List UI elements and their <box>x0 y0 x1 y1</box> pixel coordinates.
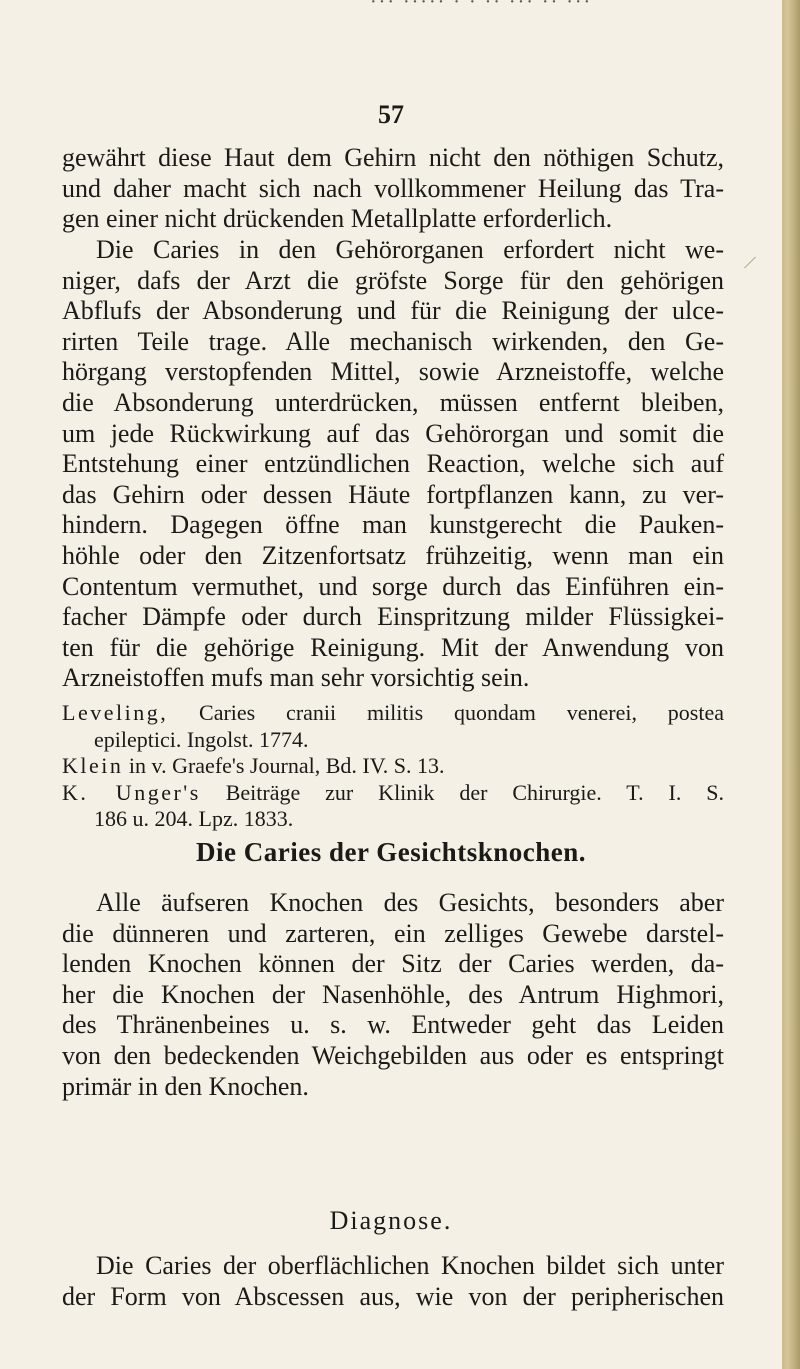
reference-text: Beiträge zur Klinik der Chirurgie. T. I. S. <box>200 779 724 805</box>
text-line: lenden Knochen können der Sitz der Caries werden, da- <box>62 949 724 979</box>
reference-text: Caries cranii militis quondam venerei, postea <box>168 700 724 725</box>
page-number: 57 <box>378 100 404 129</box>
section-heading: Die Caries der Gesichtsknochen. <box>196 837 586 867</box>
text-line: niger, dafs der Arzt die gröfste Sorge für den gehörigen <box>62 265 724 295</box>
text-line: hindern. Dagegen öffne man kunstgerecht die Pauken- <box>62 510 724 540</box>
paragraph-4 <box>62 1251 724 1312</box>
reference-author: Leveling, <box>62 700 169 725</box>
text-line: rirten Teile trage. Alle mechanisch wirkenden, den Ge- <box>62 326 724 356</box>
text-line: die dünneren und zarteren, ein zelliges Gewebe darstel- <box>62 918 724 948</box>
text-line: facher Dämpfe oder durch Einspritzung milder Flüssigkei- <box>62 602 724 632</box>
text-line: von den bedeckenden Weichgebilden aus oder es entspringt <box>62 1040 724 1070</box>
reference-entry <box>62 700 724 727</box>
top-bleed-through <box>0 0 782 13</box>
reference-author: Klein <box>62 753 124 778</box>
reference-continuation: 186 u. 204. Lpz. 1833. <box>94 806 294 831</box>
bleed-text: ··· ····· · · ·· ··· ·· ··· <box>370 0 593 13</box>
reference-entry <box>62 753 724 780</box>
references <box>62 700 724 833</box>
reference-text: in v. Graefe's Journal, Bd. IV. S. 13. <box>123 753 445 778</box>
text-line: Arzneistoffen mufs man sehr vorsichtig sein. <box>62 663 530 693</box>
text-line: Contentum vermuthet, und sorge durch das Einführen ein- <box>62 571 724 601</box>
text-line: primär in den Knochen. <box>62 1071 309 1101</box>
text-line: gewährt diese Haut dem Gehirn nicht den nöthigen Schutz, <box>62 143 724 172</box>
paragraph-2 <box>62 235 724 694</box>
text-line: gen einer nicht drückenden Metallplatte erforderlich. <box>62 204 613 234</box>
text-line: und daher macht sich nach vollkommener Heilung das Tra- <box>62 173 724 203</box>
text-line: Abflufs der Absonderung und für die Reinigung der ulce- <box>62 296 724 326</box>
text-line: um jede Rückwirkung auf das Gehörorgan und somit die <box>62 418 724 448</box>
text-line: Die Caries in den Gehörorganen erfordert nicht we- <box>96 235 724 264</box>
text-line: die Absonderung unterdrücken, müssen entfernt bleiben, <box>62 387 724 417</box>
reference-entry <box>62 780 724 807</box>
text-line: Die Caries der oberflächlichen Knochen bildet sich unter <box>96 1251 724 1280</box>
text-line: Alle äufseren Knochen des Gesichts, besonders aber <box>96 888 724 917</box>
text-line: her die Knochen der Nasenhöhle, des Antrum Highmori, <box>62 979 724 1009</box>
reference-author: K. Unger's <box>62 779 201 805</box>
text-line: des Thränenbeines u. s. w. Entweder geht das Leiden <box>62 1010 724 1040</box>
text-line: der Form von Abscessen aus, wie von der peripherischen <box>62 1281 724 1311</box>
text-line: hörgang verstopfenden Mittel, sowie Arzneistoffe, welche <box>62 357 724 387</box>
text-line: ten für die gehörige Reinigung. Mit der Anwendung von <box>62 632 724 662</box>
text-line: Entstehung einer entzündlichen Reaction, welche sich auf <box>62 449 724 479</box>
paragraph-3 <box>62 888 724 1102</box>
text-line: das Gehirn oder dessen Häute fortpflanzen kann, zu ver- <box>62 479 724 509</box>
subheading-diagnose: Diagnose. <box>329 1206 453 1235</box>
reference-continuation: epileptici. Ingolst. 1774. <box>94 726 309 752</box>
text-line: höhle oder den Zitzenfortsatz frühzeitig, wenn man ein <box>62 540 724 570</box>
margin-mark <box>744 256 756 268</box>
paragraph-1 <box>62 143 724 235</box>
page-edge <box>782 0 800 1369</box>
